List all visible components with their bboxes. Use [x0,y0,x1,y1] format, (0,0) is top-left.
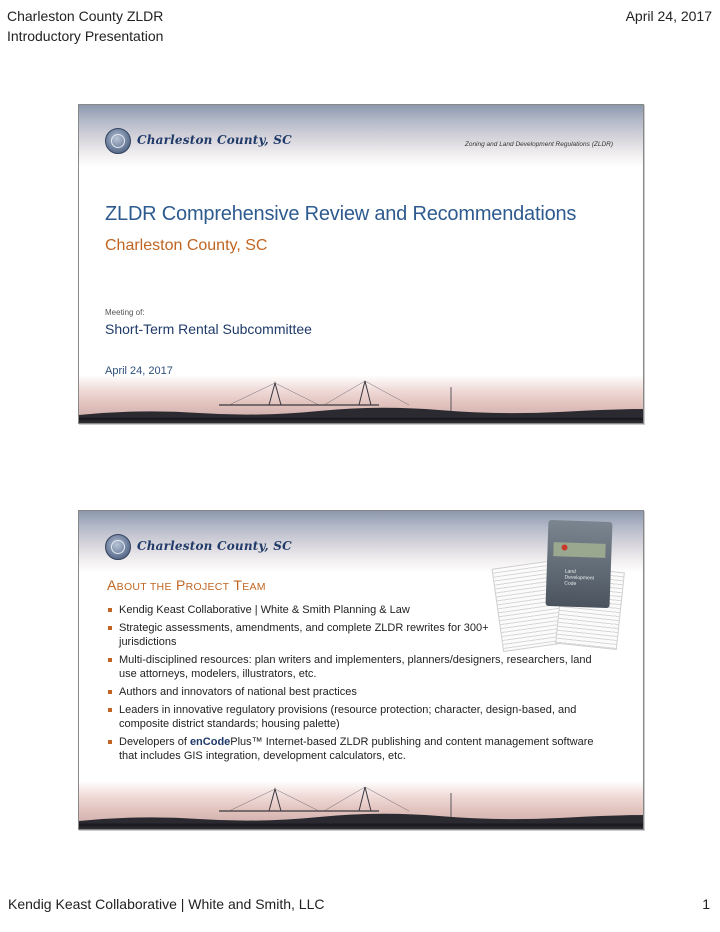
code-book-cover-image [546,520,613,608]
list-item: Multi-disciplined resources: plan writers and implementers, planners/designers, researchers, land use attorneys, modelers, illustrators, etc. [107,653,607,681]
county-brand: Charleston County, SC [137,539,292,553]
cover-text: Land [564,568,576,575]
county-seal-icon [105,128,131,154]
slide-title-text: ZLDR Comprehensive Review and Recommendations [105,203,577,225]
header-subtitle: Introductory Presentation [7,28,164,44]
handout-header-date: April 24, 2017 [625,8,712,24]
county-seal-icon [105,534,131,560]
list-item: Developers of enCodePlus™ Internet-based ZLDR publishing and content management software that includes GIS integration, development calculators, etc. [107,735,607,763]
bridge-skyline [79,375,643,423]
zldr-tagline: Zoning and Land Development Regulations (ZLDR) [464,141,613,148]
team-bullet-list [107,603,607,767]
page-number: 1 [702,896,710,912]
section-heading: ABOUT THE PROJECT TEAM [107,577,266,593]
handout-header-left [7,6,163,46]
cover-text: Development [564,574,595,582]
slide-about-team [78,510,644,830]
list-item: Leaders in innovative regulatory provisions (resource protection; character, design-based, and composite district standards; housing palette) [107,703,607,731]
county-brand: Charleston County, SC [137,133,292,147]
meeting-label: Meeting of: [105,308,145,317]
meeting-name: Short-Term Rental Subcommittee [105,321,312,337]
list-item: Authors and innovators of national best practices [107,685,607,699]
list-item: Strategic assessments, amendments, and complete ZLDR rewrites for 300+ jurisdictions [107,621,489,649]
slide-date: April 24, 2017 [105,365,173,377]
list-item: Kendig Keast Collaborative | White & Smith Planning & Law [107,603,607,617]
handout-footer-firms: Kendig Keast Collaborative | White and Smith, LLC [8,896,325,912]
slide-subtitle: Charleston County, SC [105,237,268,254]
encode-brand: enCode [189,736,231,748]
bridge-skyline [79,781,643,829]
cover-text: Code [564,580,577,587]
header-title: Charleston County ZLDR [7,8,164,24]
slide-title [78,104,644,424]
